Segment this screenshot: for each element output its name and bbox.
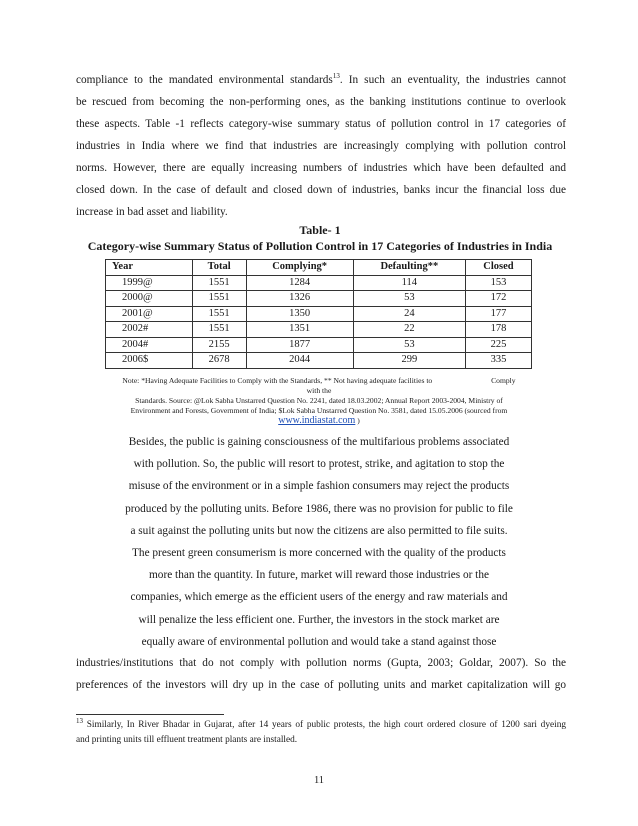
- paragraph-line: produced by the polluting units. Before 1986, there was no provision for public to file: [125, 502, 513, 515]
- cell-year: 2000@: [106, 291, 193, 307]
- cell-total: 2155: [192, 337, 246, 353]
- paragraph-line: norms. However, there are equally increasing numbers of industries which have been defaulted and: [76, 162, 566, 174]
- cell-complying: 1351: [246, 322, 353, 338]
- table-label: Table- 1: [299, 223, 341, 237]
- cell-closed: 172: [465, 291, 531, 307]
- paragraph-line: misuse of the environment or in a simple fashion consumers may reject the products: [128, 480, 510, 493]
- paragraph-line: preferences of the investors will dry up in the case of polluting units and market capitalization will go: [76, 679, 566, 691]
- header-total: Total: [192, 260, 246, 276]
- body-paragraph-2: [88, 431, 550, 653]
- text-run: . In such an eventuality, the industries cannot: [339, 74, 566, 86]
- paragraph-line: equally aware of environmental pollution and would take a stand against those: [141, 635, 497, 648]
- cell-total: 1551: [192, 306, 246, 322]
- header-defaulting: Defaulting**: [353, 260, 465, 276]
- cell-complying: 2044: [246, 353, 353, 369]
- paragraph-line: with pollution. So, the public will resort to protest, strike, and agitation to stop the: [133, 458, 505, 471]
- cell-complying: 1284: [246, 275, 353, 291]
- cell-closed: 153: [465, 275, 531, 291]
- paragraph-line: [76, 69, 566, 91]
- paragraph-line: these aspects. Table -1 reflects category-wise summary status of pollution control in 17 categories of: [76, 118, 566, 130]
- footnote-line: and printing units till effluent treatment plants are installed.: [76, 735, 298, 745]
- header-complying: Complying*: [246, 260, 353, 276]
- footnote-marker: 13: [76, 716, 83, 725]
- body-paragraph-1: [76, 69, 566, 223]
- body-paragraph-3: [76, 652, 566, 696]
- paragraph-line: industries/institutions that do not comply with pollution norms (Gupta, 2003; Goldar, 2007). So the: [76, 657, 566, 669]
- table-note: [84, 376, 554, 416]
- table-row: [106, 337, 532, 353]
- cell-total: 2678: [192, 353, 246, 369]
- cell-closed: 225: [465, 337, 531, 353]
- link-suffix: ): [355, 416, 360, 425]
- paragraph-line: will penalize the less efficient one. Further, the investors in the stock market are: [138, 613, 500, 626]
- table-row: [106, 275, 532, 291]
- paragraph-line: companies, which emerge as the efficient users of the energy and raw materials and: [130, 591, 508, 604]
- text-run: compliance to the mandated environmental standards: [76, 74, 333, 86]
- footnote-ref: 13: [332, 72, 340, 81]
- source-link-line: [84, 415, 554, 426]
- paragraph-line: increase in bad asset and liability.: [76, 206, 228, 218]
- table-header-row: [106, 260, 532, 276]
- cell-total: 1551: [192, 291, 246, 307]
- footnote: [76, 718, 566, 748]
- footnote-line: [76, 718, 566, 733]
- note-line: Environment and Forests, Government of India; $Lok Sabha Unstarred Question No. 3581, dated 15.05.2006 (sourced from: [130, 406, 508, 415]
- cell-closed: 178: [465, 322, 531, 338]
- note-line: with the: [306, 386, 332, 395]
- cell-year: 2006$: [106, 353, 193, 369]
- table-row: [106, 353, 532, 369]
- cell-defaulting: 114: [353, 275, 465, 291]
- paragraph-line: The present green consumerism is more concerned with the quality of the products: [132, 546, 506, 559]
- cell-closed: 177: [465, 306, 531, 322]
- note-line: Standards. Source: @Lok Sabha Unstarred Question No. 2241, dated 18.03.2002; Annual Report 2003-2004, Ministry of: [135, 396, 503, 405]
- table-row: [106, 322, 532, 338]
- cell-defaulting: 53: [353, 337, 465, 353]
- cell-year: 2004#: [106, 337, 193, 353]
- paragraph-line: be rescued from becoming the non-performing ones, as the banking institutions continue to overlook: [76, 96, 566, 108]
- cell-defaulting: 24: [353, 306, 465, 322]
- paragraph-line: more than the quantity. In future, market will reward those industries or the: [149, 569, 489, 582]
- paragraph-line: closed down. In the case of default and closed down of industries, banks incur the financial loss due: [76, 184, 566, 196]
- table-title: Category-wise Summary Status of Pollution Control in 17 Categories of Industries in India: [87, 239, 553, 253]
- cell-total: 1551: [192, 275, 246, 291]
- header-closed: Closed: [465, 260, 531, 276]
- cell-complying: 1326: [246, 291, 353, 307]
- cell-complying: 1350: [246, 306, 353, 322]
- page-number: 11: [313, 775, 325, 786]
- table-row: [106, 306, 532, 322]
- cell-complying: 1877: [246, 337, 353, 353]
- note-line: Note: *Having Adequate Facilities to Comply with the Standards, ** Not having adequate facilities to Comply: [122, 376, 516, 385]
- table-row: [106, 291, 532, 307]
- text-run: Similarly, In River Bhadar in Gujarat, after 14 years of public protests, the high court ordered closure of 1200 sari dyeing: [83, 720, 566, 730]
- pollution-status-table: [105, 259, 532, 369]
- cell-year: 1999@: [106, 275, 193, 291]
- cell-defaulting: 53: [353, 291, 465, 307]
- cell-total: 1551: [192, 322, 246, 338]
- cell-closed: 335: [465, 353, 531, 369]
- paragraph-line: a suit against the polluting units but now the citizens are also permitted to file suits.: [130, 524, 508, 537]
- cell-defaulting: 299: [353, 353, 465, 369]
- footnote-divider: [76, 714, 224, 715]
- header-year: Year: [106, 260, 193, 276]
- indiastat-link[interactable]: www.indiastat.com: [278, 415, 356, 426]
- cell-year: 2002#: [106, 322, 193, 338]
- paragraph-line: Besides, the public is gaining consciousness of the multifarious problems associated: [128, 436, 510, 448]
- cell-year: 2001@: [106, 306, 193, 322]
- cell-defaulting: 22: [353, 322, 465, 338]
- paragraph-line: industries in India where we find that industries are increasingly complying with pollution control: [76, 140, 566, 152]
